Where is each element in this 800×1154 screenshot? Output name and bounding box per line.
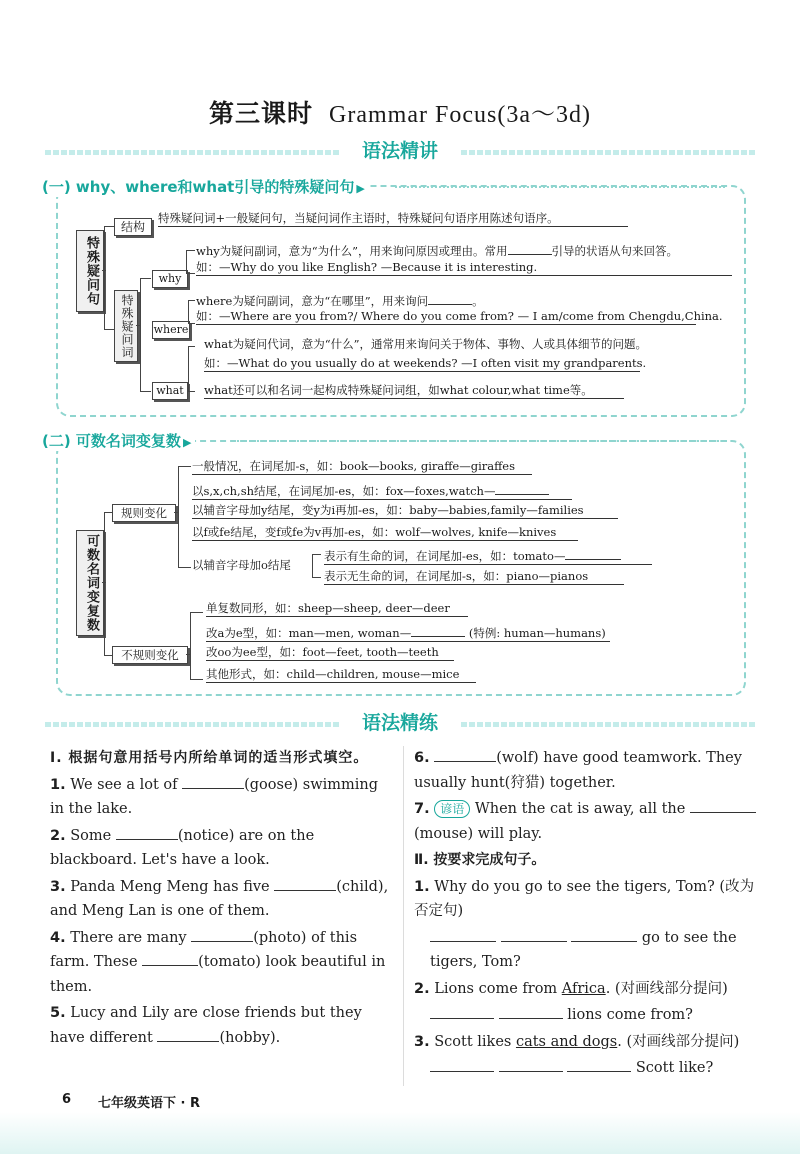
question-5: 5. Lucy and Lily are close friends but they have different (hobby). bbox=[50, 1005, 362, 1046]
regular-rule-4: 以f或fe结尾，变f或fe为v再加-es，如：wolf—wolves, knife—knives bbox=[192, 524, 578, 541]
blank[interactable] bbox=[411, 622, 465, 637]
banner-grammar-practice bbox=[45, 708, 755, 738]
irregular-rule-4: 其他形式，如：child—children, mouse—mice bbox=[206, 666, 476, 683]
question-3: 3. Panda Meng Meng has five (child), and Meng Lan is one of them. bbox=[50, 875, 395, 924]
footer-band bbox=[0, 1112, 800, 1154]
rewrite-3-answer: Scott like? bbox=[414, 1056, 759, 1081]
blank[interactable] bbox=[142, 951, 198, 966]
rewrite-1: 1. Why do you go to see the tigers, Tom? (改为否定句) bbox=[414, 878, 755, 919]
blank[interactable] bbox=[501, 927, 567, 942]
blank[interactable] bbox=[434, 747, 496, 762]
rewrite-2: 2. Lions come from Africa. (对画线部分提问) bbox=[414, 980, 728, 997]
root-special-question: 特殊疑问句 bbox=[76, 230, 104, 312]
structure-label: 结构 bbox=[114, 218, 152, 236]
question-1: 1. We see a lot of (goose) swimming in the lake. bbox=[50, 773, 395, 822]
structure-text: 特殊疑问词+一般疑问句，当疑问词作主语时，特殊疑问句语序用陈述句语序。 bbox=[158, 210, 628, 227]
why-label: why bbox=[152, 270, 188, 288]
regular-rule-1: 一般情况，在词尾加-s，如：book—books, giraffe—giraffes bbox=[192, 458, 532, 475]
irregular-rule-3: 改oo为ee型，如：foot—feet, tooth—teeth bbox=[206, 644, 454, 661]
what-text2: 如：—What do you usually do at weekends? —I often visit my grandparents. bbox=[204, 356, 647, 370]
regular-label: 规则变化 bbox=[112, 504, 176, 522]
blank[interactable] bbox=[274, 876, 336, 891]
blank[interactable] bbox=[567, 1057, 631, 1072]
where-text2: 如：—Where are you from?/ Where do you come from? — I am/come from Chengdu,China. bbox=[196, 309, 723, 323]
rewrite-3: 3. Scott likes cats and dogs. (对画线部分提问) bbox=[414, 1033, 740, 1050]
exercises-left bbox=[50, 746, 395, 1050]
title-en: Grammar Focus(3a～3d) bbox=[329, 102, 591, 128]
sub-root-question-word: 特殊疑问词 bbox=[114, 290, 138, 362]
o-ending-rule-2: 表示无生命的词，在词尾加-s，如：piano—pianos bbox=[324, 568, 624, 585]
blank[interactable] bbox=[430, 927, 496, 942]
what-label: what bbox=[152, 382, 188, 400]
blank[interactable] bbox=[565, 545, 621, 560]
rewrite-1-answer: go to see the tigers, Tom? bbox=[414, 926, 759, 975]
blank[interactable] bbox=[499, 1057, 563, 1072]
blank[interactable] bbox=[571, 927, 637, 942]
question-2: 2. Some (notice) are on the blackboard. Let's have a look. bbox=[50, 824, 395, 873]
regular-rule-3: 以辅音字母加y结尾，变y为i再加-es，如：baby—babies,family—families bbox=[192, 502, 618, 519]
blank[interactable] bbox=[191, 927, 253, 942]
blank[interactable] bbox=[499, 1004, 563, 1019]
blank[interactable] bbox=[495, 480, 549, 495]
exercises-right bbox=[414, 746, 759, 1081]
banner-label: 语法精练 bbox=[340, 708, 460, 738]
question-7: 7. 谚语 When the cat is away, all the (mouse) will play. bbox=[414, 797, 759, 846]
where-label: where bbox=[152, 321, 190, 339]
title-cn: 第三课时 bbox=[209, 99, 314, 128]
why-text2: 如：—Why do you like English? —Because it is interesting. bbox=[196, 259, 732, 276]
o-ending-rule-1: 表示有生命的词，在词尾加-es，如：tomato— bbox=[324, 545, 652, 565]
blank[interactable] bbox=[116, 825, 178, 840]
section-heading-questions: (一) why、where和what引导的特殊疑问句 ▶ bbox=[42, 176, 369, 197]
why-text1: why为疑问副词，意为“为什么”，用来询问原因或理由。常用 引导的状语从句来回答。 bbox=[196, 240, 678, 259]
triangle-icon: ▶ bbox=[356, 182, 365, 195]
where-text1: where为疑问副词，意为“在哪里”，用来询问 。 bbox=[196, 290, 484, 309]
irregular-rule-2: 改a为e型，如：man—men, woman— (特例: human—humans) bbox=[206, 622, 610, 642]
irregular-label: 不规则变化 bbox=[112, 646, 188, 664]
blank[interactable] bbox=[430, 1004, 494, 1019]
what-text1: what为疑问代词，意为“什么”，通常用来询问关于物体、事物、人或具体细节的问题。 bbox=[204, 337, 647, 351]
blank[interactable] bbox=[430, 1057, 494, 1072]
blank[interactable] bbox=[508, 240, 552, 255]
blank[interactable] bbox=[690, 798, 756, 813]
what-text3: what还可以和名词一起构成特殊疑问词组，如what colour,what time等。 bbox=[204, 382, 624, 399]
blank[interactable] bbox=[428, 290, 472, 305]
part2-heading: Ⅱ. 按要求完成句子。 bbox=[414, 852, 546, 868]
rewrite-2-answer: lions come from? bbox=[414, 1003, 759, 1028]
book-label: 七年级英语下 · R bbox=[98, 1096, 201, 1111]
banner-grammar-explain bbox=[45, 136, 755, 166]
banner-label: 语法精讲 bbox=[340, 136, 460, 166]
o-ending-label: 以辅音字母加o结尾 bbox=[192, 558, 291, 572]
page-number: 6 bbox=[62, 1092, 72, 1107]
blank[interactable] bbox=[182, 774, 244, 789]
root-plural-nouns: 可数名词变复数 bbox=[76, 530, 104, 636]
proverb-tag: 谚语 bbox=[434, 800, 470, 818]
page-title bbox=[0, 94, 800, 130]
irregular-rule-1: 单复数同形，如：sheep—sheep, deer—deer bbox=[206, 600, 468, 617]
blank[interactable] bbox=[157, 1027, 219, 1042]
triangle-icon: ▶ bbox=[182, 436, 192, 449]
question-6: 6. (wolf) have good teamwork. They usually hunt(狩猎) together. bbox=[414, 746, 759, 795]
question-4: 4. There are many (photo) of this farm. These (tomato) look beautiful in them. bbox=[50, 926, 395, 1000]
section-heading-plurals: (二) 可数名词变复数 ▶ bbox=[42, 430, 195, 451]
regular-rule-2: 以s,x,ch,sh结尾，在词尾加-es，如：fox—foxes,watch— bbox=[192, 480, 572, 500]
part1-heading: Ⅰ. 根据句意用括号内所给单词的适当形式填空。 bbox=[50, 750, 369, 766]
